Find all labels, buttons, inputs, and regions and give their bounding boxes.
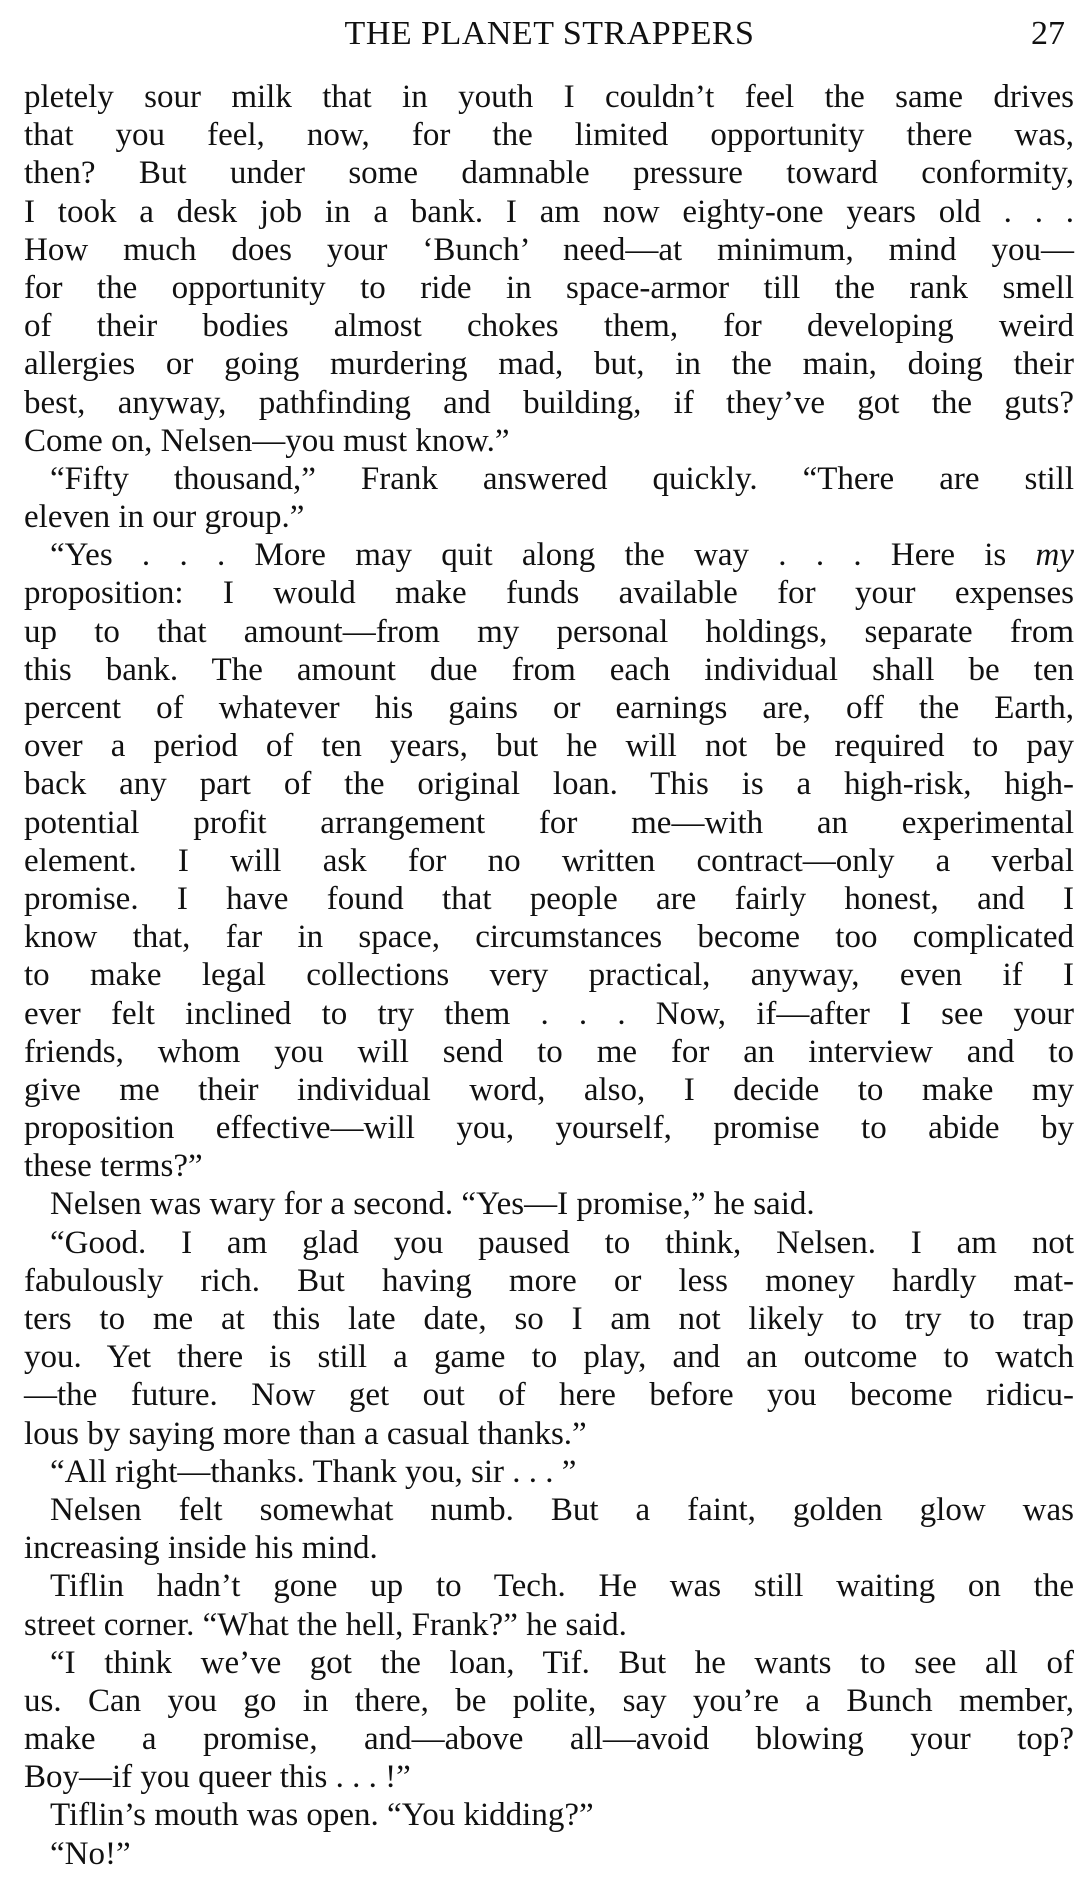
text-line: to make legal collections very practical, anyway, even if I [24, 957, 1074, 994]
page-number: 27 [1031, 15, 1065, 52]
text-line: increasing inside his mind. [24, 1530, 378, 1567]
text-line: promise. I have found that people are fairly honest, and I [24, 880, 1074, 917]
text-line: I took a desk job in a bank. I am now eighty-one years old . . . [24, 193, 1074, 230]
text-line: pletely sour milk that in youth I couldn’t feel the same drives [24, 79, 1074, 115]
text-line: allergies or going murdering mad, but, in the main, doing their [24, 346, 1074, 383]
text-line: Nelsen was wary for a second. “Yes—I promise,” he said. [50, 1186, 815, 1223]
text-line: for the opportunity to ride in space-armor till the rank smell [24, 269, 1074, 306]
text-line: over a period of ten years, but he will not be required to pay [24, 728, 1074, 765]
text-line: that you feel, now, for the limited opportunity there was, [24, 117, 1074, 154]
text-line: How much does your ‘Bunch’ need—at minimum, mind you— [24, 231, 1074, 268]
text-line: “No!” [50, 1835, 131, 1872]
text-line: up to that amount—from my personal holdings, separate from [24, 613, 1074, 650]
text-line: Tiflin’s mouth was open. “You kidding?” [50, 1797, 594, 1834]
text-line: “Yes . . . More may quit along the way . . . Here is my [50, 537, 1074, 574]
running-title: THE PLANET STRAPPERS [344, 15, 755, 52]
text-line: street corner. “What the hell, Frank?” he said. [24, 1606, 627, 1643]
text-line: you. Yet there is still a game to play, and an outcome to watch [24, 1339, 1074, 1376]
text-line: us. Can you go in there, be polite, say you’re a Bunch member, [24, 1682, 1074, 1719]
text-line: —the future. Now get out of here before you become ridicu- [24, 1377, 1074, 1414]
text-line: know that, far in space, circumstances become too complicated [24, 919, 1074, 956]
emphasis: my [1035, 537, 1074, 574]
text-line: of their bodies almost chokes them, for developing weird [24, 308, 1074, 345]
body-text [24, 78, 1074, 1873]
text-line: proposition: I would make funds available for your expenses [24, 575, 1074, 612]
text-line: eleven in our group.” [24, 499, 305, 536]
text-line: ever felt inclined to try them . . . Now, if—after I see your [24, 995, 1074, 1032]
text-line: lous by saying more than a casual thanks.” [24, 1415, 587, 1452]
text-line: then? But under some damnable pressure toward conformity, [24, 155, 1074, 192]
text-line: “Good. I am glad you paused to think, Nelsen. I am not [50, 1224, 1074, 1261]
text-line: best, anyway, pathfinding and building, if they’ve got the guts? [24, 384, 1074, 421]
text-line: element. I will ask for no written contract—only a verbal [24, 842, 1074, 879]
text-line: percent of whatever his gains or earnings are, off the Earth, [24, 690, 1074, 726]
text-line: Come on, Nelsen—you must know.” [24, 422, 510, 459]
text-line: fabulously rich. But having more or less money hardly mat- [24, 1262, 1074, 1299]
text-line: friends, whom you will send to me for an interview and to [24, 1033, 1074, 1070]
text-line: “I think we’ve got the loan, Tif. But he wants to see all of [50, 1644, 1074, 1681]
text-line: Boy—if you queer this . . . !” [24, 1759, 411, 1796]
text-line: ters to me at this late date, so I am not likely to try to trap [24, 1301, 1074, 1337]
text-line: back any part of the original loan. This is a high-risk, high- [24, 766, 1074, 803]
text-line: give me their individual word, also, I decide to make my [24, 1071, 1074, 1108]
text-line: make a promise, and—above all—avoid blowing your top? [24, 1721, 1074, 1758]
text-line: “Fifty thousand,” Frank answered quickly. “There are still [50, 460, 1074, 497]
page-header [22, 12, 1077, 56]
text-line: these terms?” [24, 1148, 203, 1185]
text-line: potential profit arrangement for me—with an experimental [24, 804, 1074, 841]
text-line: proposition effective—will you, yourself, promise to abide by [24, 1110, 1074, 1147]
text-line: “All right—thanks. Thank you, sir . . . ” [50, 1453, 577, 1490]
text-line: Nelsen felt somewhat numb. But a faint, golden glow was [50, 1491, 1074, 1528]
text-line: Tiflin hadn’t gone up to Tech. He was still waiting on the [50, 1568, 1074, 1605]
text-line: this bank. The amount due from each individual shall be ten [24, 651, 1074, 688]
